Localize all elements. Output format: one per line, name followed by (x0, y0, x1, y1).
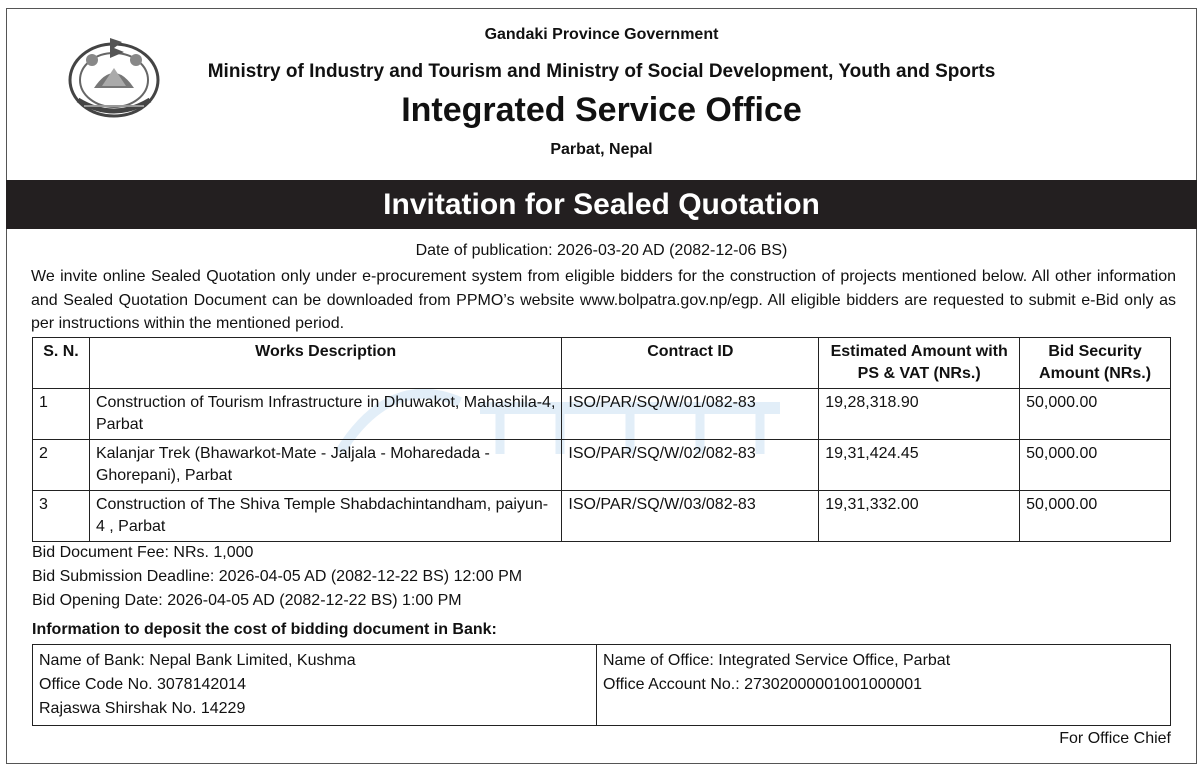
bid-document-fee: Bid Document Fee: NRs. 1,000 (32, 544, 254, 561)
row-sn: 3 (33, 491, 90, 542)
bank-info-heading: Information to deposit the cost of bidding document in Bank: (32, 621, 497, 638)
works-table (32, 337, 1171, 542)
bank-info-row (33, 645, 1171, 726)
row-works-description: Kalanjar Trek (Bhawarkot-Mate - Jaljala - Moharedada - Ghorepani), Parbat (89, 440, 561, 491)
notice-title-banner (6, 180, 1197, 229)
row-sn: 2 (33, 440, 90, 491)
bid-submission-deadline: Bid Submission Deadline: 2026-04-05 AD (2082-12-22 BS) 12:00 PM (32, 568, 523, 585)
office-details-cell (597, 645, 1171, 726)
row-contract-id: ISO/PAR/SQ/W/02/082-83 (562, 440, 819, 491)
table-header-row (33, 338, 1171, 389)
bid-opening-date: Bid Opening Date: 2026-04-05 AD (2082-12-22 BS) 1:00 PM (32, 592, 462, 609)
row-bid-security: 50,000.00 (1020, 491, 1171, 542)
row-bid-security: 50,000.00 (1020, 440, 1171, 491)
header-works-description: Works Description (89, 338, 561, 389)
row-contract-id: ISO/PAR/SQ/W/01/082-83 (562, 389, 819, 440)
office-name: Integrated Service Office (401, 91, 802, 129)
bank-name: Name of Bank: Nepal Bank Limited, Kushma (39, 652, 356, 669)
row-works-description: Construction of The Shiva Temple Shabdachintandham, paiyun-4 , Parbat (89, 491, 561, 542)
row-estimated-amount: 19,31,424.45 (819, 440, 1020, 491)
table-row (33, 491, 1171, 542)
signature-line: For Office Chief (1059, 730, 1171, 747)
row-estimated-amount: 19,28,318.90 (819, 389, 1020, 440)
rajaswa-shirshak: Rajaswa Shirshak No. 14229 (39, 700, 246, 717)
ministry-name: Ministry of Industry and Tourism and Ministry of Social Development, Youth and Sports (207, 61, 996, 82)
header-bid-security: Bid Security Amount (NRs.) (1020, 338, 1171, 389)
office-name-bank: Name of Office: Integrated Service Office, Parbat (603, 652, 951, 669)
publication-date: Date of publication: 2026-03-20 AD (2082-12-06 BS) (415, 242, 788, 259)
header-contract-id: Contract ID (562, 338, 819, 389)
office-location: Parbat, Nepal (550, 141, 653, 158)
intro-paragraph: We invite online Sealed Quotation only under e-procurement system from eligible bidders for the construction of projects mentioned below. All other information and Sealed Quotation Document can be downloaded from PPMO’s website www.bolpatra.gov.np/egp. All eligible bidders are requested to submit e-Bid only as per instructions within the mentioned period. (31, 268, 1176, 332)
office-code: Office Code No. 3078142014 (39, 676, 246, 693)
bank-info-table (32, 644, 1171, 726)
row-bid-security: 50,000.00 (1020, 389, 1171, 440)
government-name: Gandaki Province Government (484, 26, 719, 43)
table-row (33, 389, 1171, 440)
notice-title: Invitation for Sealed Quotation (383, 187, 820, 221)
office-account-no: Office Account No.: 27302000001001000001 (603, 676, 923, 693)
bank-details-cell (33, 645, 597, 726)
row-sn: 1 (33, 389, 90, 440)
header-sn: S. N. (33, 338, 90, 389)
table-row (33, 440, 1171, 491)
row-estimated-amount: 19,31,332.00 (819, 491, 1020, 542)
row-works-description: Construction of Tourism Infrastructure in Dhuwakot, Mahashila-4, Parbat (89, 389, 561, 440)
header-estimated-amount: Estimated Amount with PS & VAT (NRs.) (819, 338, 1020, 389)
row-contract-id: ISO/PAR/SQ/W/03/082-83 (562, 491, 819, 542)
